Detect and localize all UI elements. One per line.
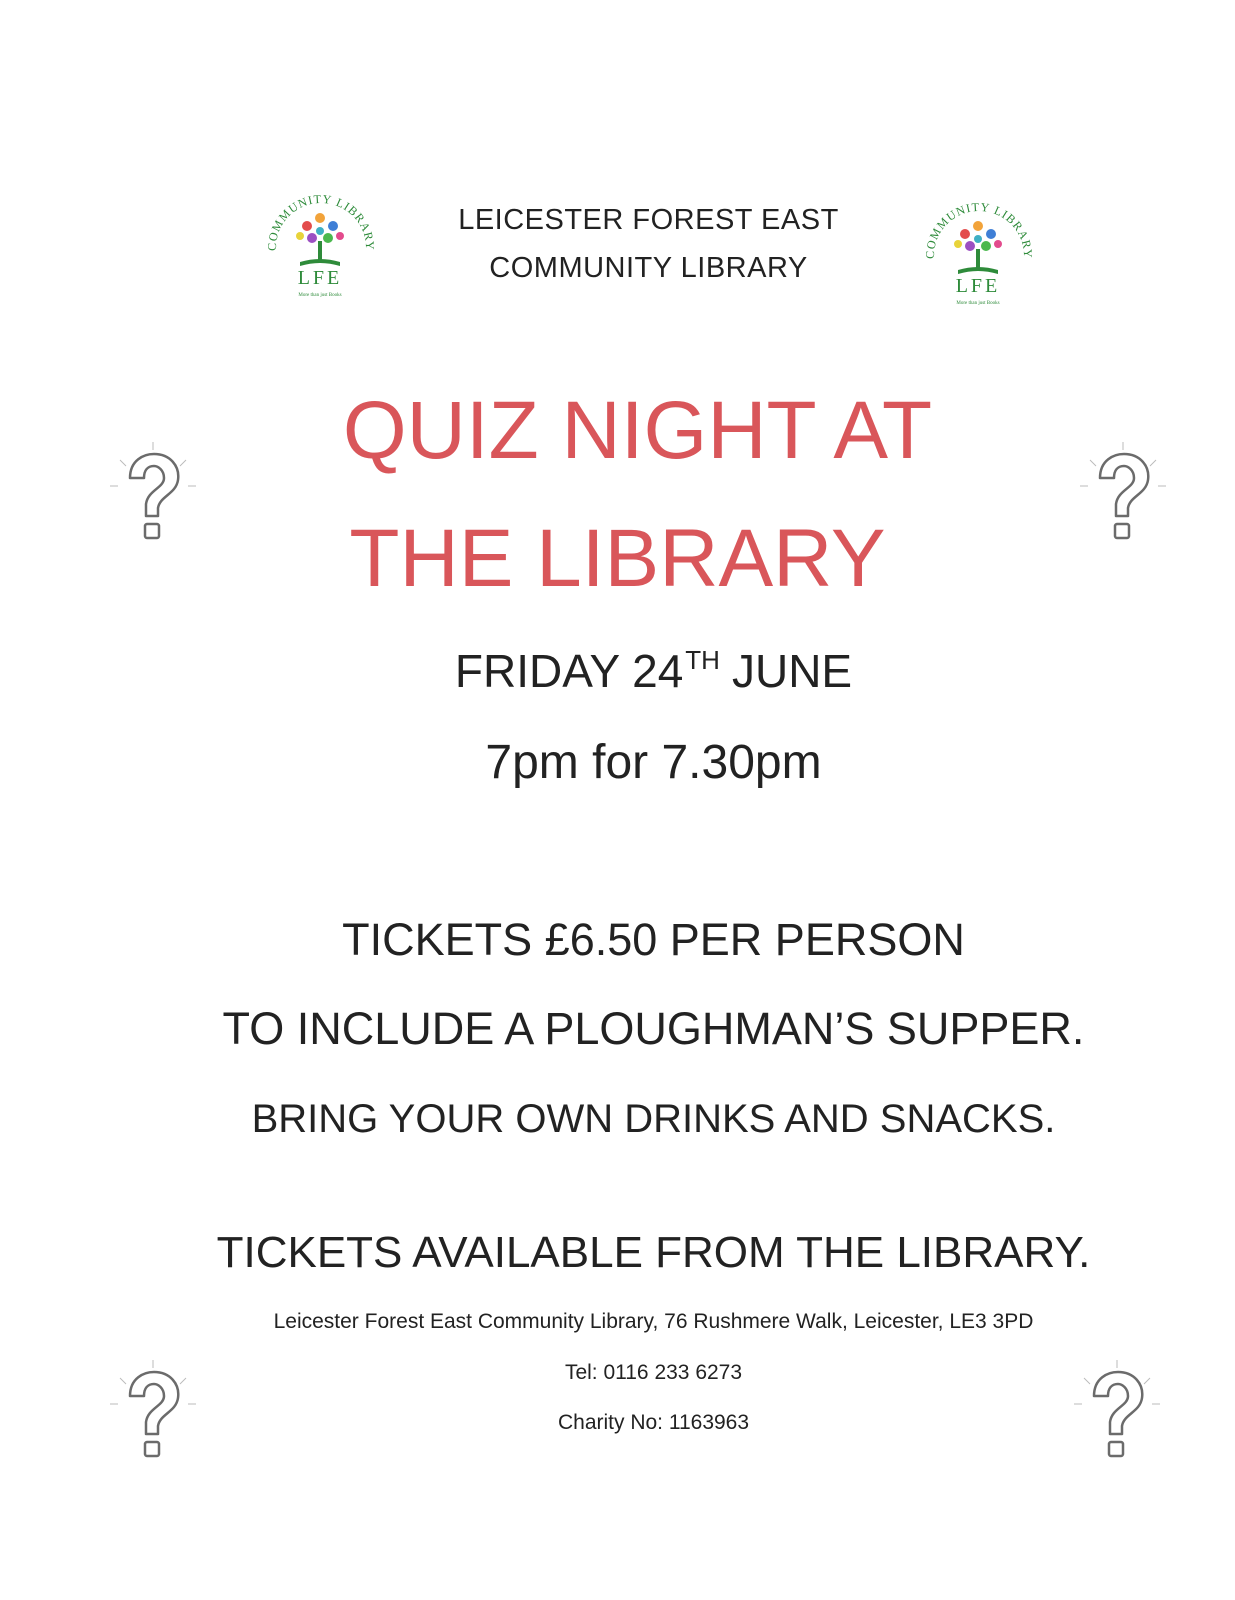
organisation-name-line2: COMMUNITY LIBRARY [489, 252, 808, 284]
ticket-includes: TO INCLUDE A PLOUGHMAN’S SUPPER. [222, 1003, 1085, 1054]
bring-own-notice: BRING YOUR OWN DRINKS AND SNACKS. [251, 1097, 1056, 1141]
svg-text:COMMUNITY LIBRARY: COMMUNITY LIBRARY [264, 191, 378, 252]
library-address: Leicester Forest East Community Library, 76 Rushmere Walk, Leicester, LE3 3PD [273, 1310, 1034, 1333]
event-title [0, 367, 1235, 623]
event-time: 7pm for 7.30pm [485, 736, 822, 789]
event-date-month: JUNE [731, 645, 853, 697]
svg-text:LFE: LFE [297, 267, 343, 289]
svg-text:COMMUNITY LIBRARY: COMMUNITY LIBRARY [922, 199, 1036, 260]
event-date-suffix: TH [685, 645, 720, 675]
event-date-main: FRIDAY 24 [454, 645, 684, 697]
ticket-price: TICKETS £6.50 PER PERSON [342, 914, 965, 965]
svg-text:More than just Books: More than just Books [956, 301, 1000, 306]
event-title-line2: THE LIBRARY [349, 513, 886, 604]
organisation-name-line1: LEICESTER FOREST EAST [458, 204, 839, 236]
charity-number: Charity No: 1163963 [557, 1411, 750, 1434]
event-title-line1: QUIZ NIGHT AT [342, 385, 933, 476]
library-telephone: Tel: 0116 233 6273 [564, 1361, 743, 1384]
svg-text:LFE: LFE [955, 275, 1001, 297]
ticket-availability: TICKETS AVAILABLE FROM THE LIBRARY. [216, 1228, 1091, 1277]
svg-text:More than just Books: More than just Books [298, 293, 342, 298]
event-date [0, 644, 1235, 698]
organisation-name [0, 196, 1235, 292]
